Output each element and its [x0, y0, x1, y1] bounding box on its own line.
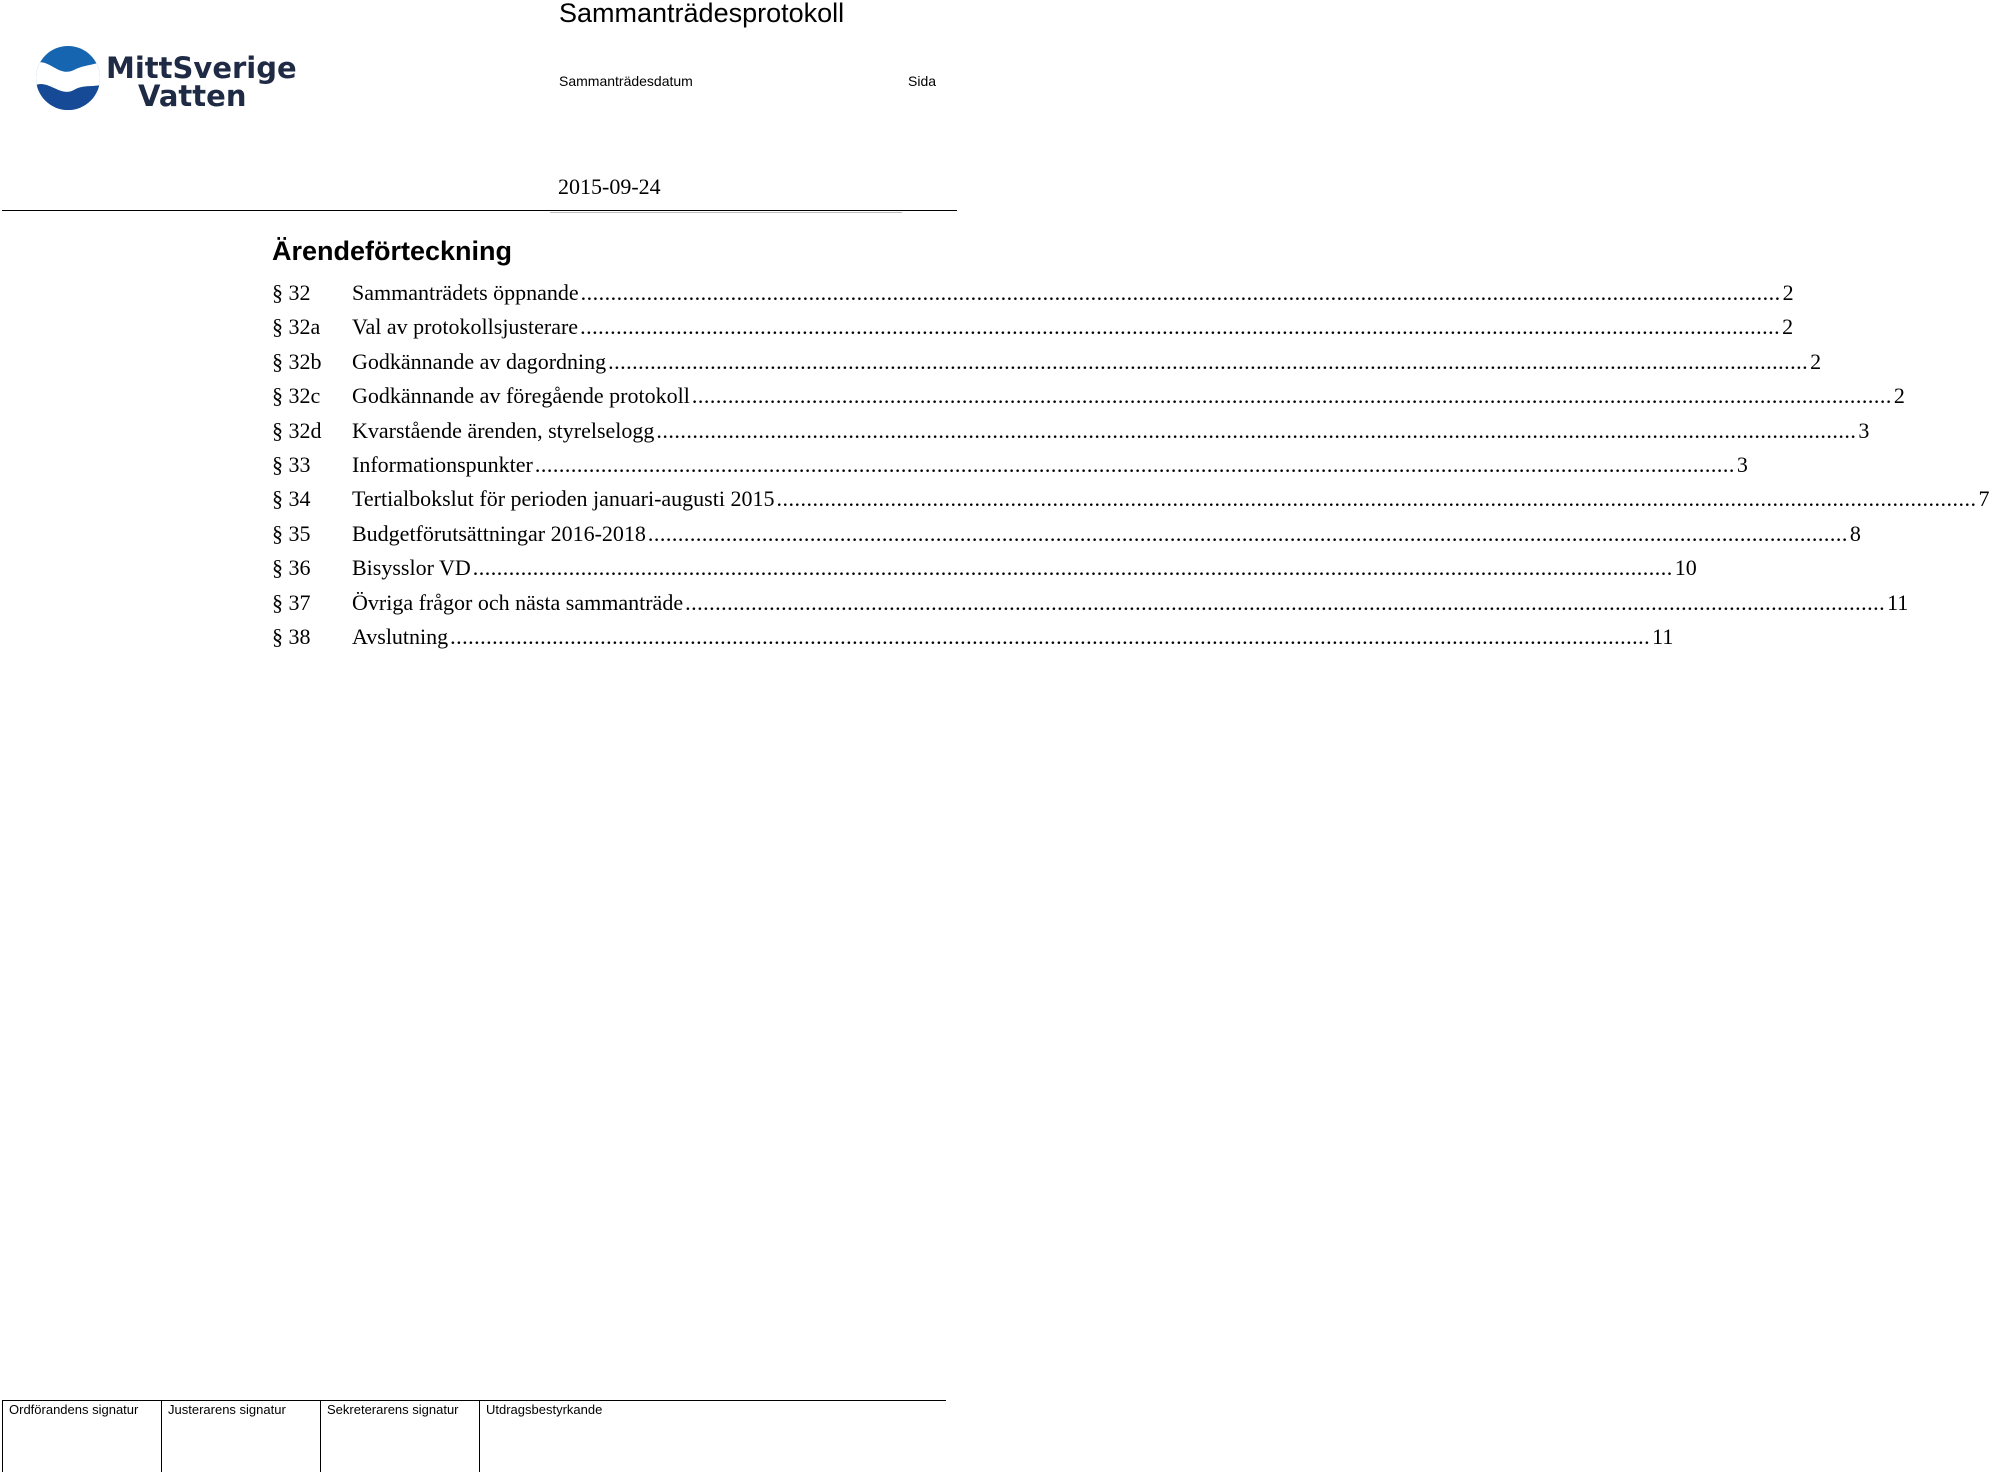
toc-entry-paragraph: § 32b — [272, 348, 322, 374]
signature-footer — [2, 1400, 946, 1472]
header-divider — [2, 210, 957, 211]
header-divider-secondary — [550, 212, 902, 213]
logo-line-1: MittSverige — [106, 51, 297, 85]
toc-entry-leader: ........................................................................................................................................................................................................ — [534, 451, 1735, 477]
logo-graphic — [34, 26, 297, 134]
toc-entry-title: Kvarstående ärenden, styrelselogg — [352, 417, 655, 443]
toc-entry[interactable] — [272, 414, 1870, 448]
toc-entry-title: Godkännande av föregående protokoll — [352, 383, 690, 409]
signature-box-chair — [2, 1400, 162, 1472]
toc-entry-title: Budgetförutsättningar 2016-2018 — [352, 520, 646, 546]
toc-entry-leader: ........................................................................................................................................................................................................ — [656, 417, 1857, 443]
toc-entry-page: 7 — [1978, 486, 1989, 512]
toc-entry[interactable] — [272, 482, 1989, 516]
toc-entry-page: 2 — [1782, 314, 1794, 340]
meeting-date-label: Sammanträdesdatum — [559, 73, 693, 89]
toc-entry-title: Sammanträdets öppnande — [352, 280, 579, 305]
company-logo — [34, 26, 297, 134]
toc-entry-paragraph: § 32 — [272, 280, 311, 305]
toc-entry-title: Avslutning — [352, 623, 449, 649]
toc-entry-title: Godkännande av dagordning — [352, 348, 607, 374]
toc-entry-page: 3 — [1858, 417, 1870, 443]
toc-entry[interactable] — [272, 620, 1674, 654]
signature-box-certification — [479, 1400, 947, 1472]
toc-entry-paragraph: § 38 — [272, 623, 311, 649]
toc-entry-leader: ........................................................................................................................................................................................................ — [472, 555, 1673, 581]
signature-label-certification: Utdragsbestyrkande — [486, 1402, 603, 1417]
toc-entry-leader: ........................................................................................................................................................................................................ — [580, 280, 1781, 305]
toc-entry[interactable] — [272, 551, 1697, 585]
toc-entry-paragraph: § 33 — [272, 451, 311, 477]
toc-heading: Ärendeförteckning — [272, 236, 513, 266]
toc-list — [272, 276, 1989, 654]
toc-entry-page: 2 — [1782, 280, 1794, 305]
toc-entry-paragraph: § 35 — [272, 520, 311, 546]
toc-entry-page: 11 — [1652, 623, 1674, 649]
toc-entry-page: 2 — [1893, 383, 1905, 409]
page-label: Sida — [908, 73, 937, 89]
signature-box-adjuster — [161, 1400, 321, 1472]
toc-entry-title: Informationspunkter — [352, 451, 533, 477]
toc-entry-paragraph: § 32c — [272, 383, 321, 409]
toc-entry-leader: ........................................................................................................................................................................................................ — [691, 383, 1892, 409]
meeting-date-value: 2015-09-24 — [558, 174, 661, 199]
toc-entry-page: 11 — [1887, 589, 1909, 615]
signature-box-secretary — [320, 1400, 480, 1472]
toc-entry[interactable] — [272, 310, 1794, 344]
toc-entry-page: 10 — [1674, 555, 1697, 581]
signature-label-chair: Ordförandens signatur — [9, 1402, 139, 1417]
toc-entry-leader: ........................................................................................................................................................................................................ — [608, 348, 1809, 374]
toc-entry-paragraph: § 36 — [272, 555, 311, 581]
toc-entry-leader: ........................................................................................................................................................................................................ — [776, 486, 1977, 512]
toc-entry-page: 8 — [1849, 520, 1861, 546]
toc-entry-paragraph: § 37 — [272, 589, 311, 615]
toc-entry-paragraph: § 32d — [272, 417, 322, 443]
toc-entry-title: Val av protokollsjusterare — [352, 314, 579, 340]
toc-entry-title: Bisysslor VD — [352, 555, 471, 581]
toc-entry-page: 3 — [1736, 451, 1748, 477]
signature-label-secretary: Sekreterarens signatur — [327, 1402, 459, 1417]
toc-entry-title: Övriga frågor och nästa sammanträde — [352, 589, 684, 615]
toc-entry-paragraph: § 32a — [272, 314, 321, 340]
toc-entry[interactable] — [272, 345, 1822, 379]
toc-entry[interactable] — [272, 448, 1748, 482]
toc-entry[interactable] — [272, 379, 1905, 413]
toc-entry-leader: ........................................................................................................................................................................................................ — [450, 623, 1651, 649]
toc-entry-leader: ........................................................................................................................................................................................................ — [580, 314, 1781, 340]
signature-label-adjuster: Justerarens signatur — [168, 1402, 286, 1417]
toc-entry-paragraph: § 34 — [272, 486, 311, 512]
document-title: Sammanträdesprotokoll — [559, 0, 845, 28]
toc-entry-page: 2 — [1810, 348, 1822, 374]
toc-entry[interactable] — [272, 276, 1794, 310]
toc-entry-title: Tertialbokslut för perioden januari-augusti 2015 — [352, 486, 775, 512]
toc-entry[interactable] — [272, 586, 1909, 620]
logo-line-2: Vatten — [138, 79, 247, 113]
toc-entry[interactable] — [272, 517, 1861, 551]
toc-entry-leader: ........................................................................................................................................................................................................ — [685, 589, 1886, 615]
toc-entry-leader: ........................................................................................................................................................................................................ — [647, 520, 1848, 546]
